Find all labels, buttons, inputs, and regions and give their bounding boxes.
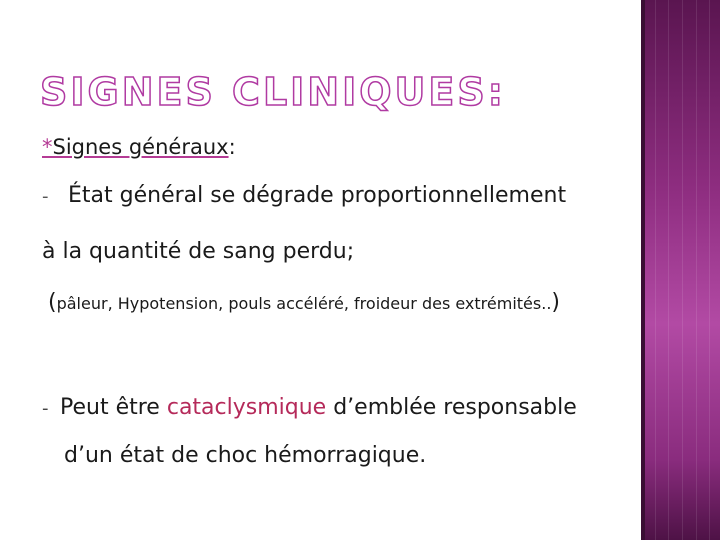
bullet-2-line-1 — [42, 395, 577, 420]
bullet-1-details — [48, 290, 560, 315]
bullet-1-text-1: État général se dégrade proportionnellement — [68, 183, 567, 208]
paren-close: ) — [551, 290, 560, 315]
section-star: * — [42, 135, 53, 159]
slide-title: SIGNES CLINIQUES: — [40, 70, 506, 114]
bullet-1-line-1 — [42, 183, 566, 208]
paren-open: ( — [48, 290, 57, 315]
section-heading — [42, 135, 236, 159]
decorative-sidebar — [641, 0, 720, 540]
bullet-2-before: Peut être — [60, 395, 167, 420]
bullet-2-highlight: cataclysmique — [166, 395, 327, 420]
bullet-1-line-2: à la quantité de sang perdu; — [42, 239, 355, 264]
details-text: pâleur, Hypotension, pouls accéléré, froideur des extrémités.. — [56, 294, 552, 313]
section-label: Signes généraux — [52, 135, 229, 159]
section-colon: : — [228, 135, 236, 159]
bullet-2-line-2: d’un état de choc hémorragique. — [64, 443, 427, 468]
bullet-1-marker: - — [42, 186, 49, 207]
bullet-2-after: d’emblée responsable — [326, 395, 577, 420]
bullet-2-marker: - — [42, 398, 49, 419]
